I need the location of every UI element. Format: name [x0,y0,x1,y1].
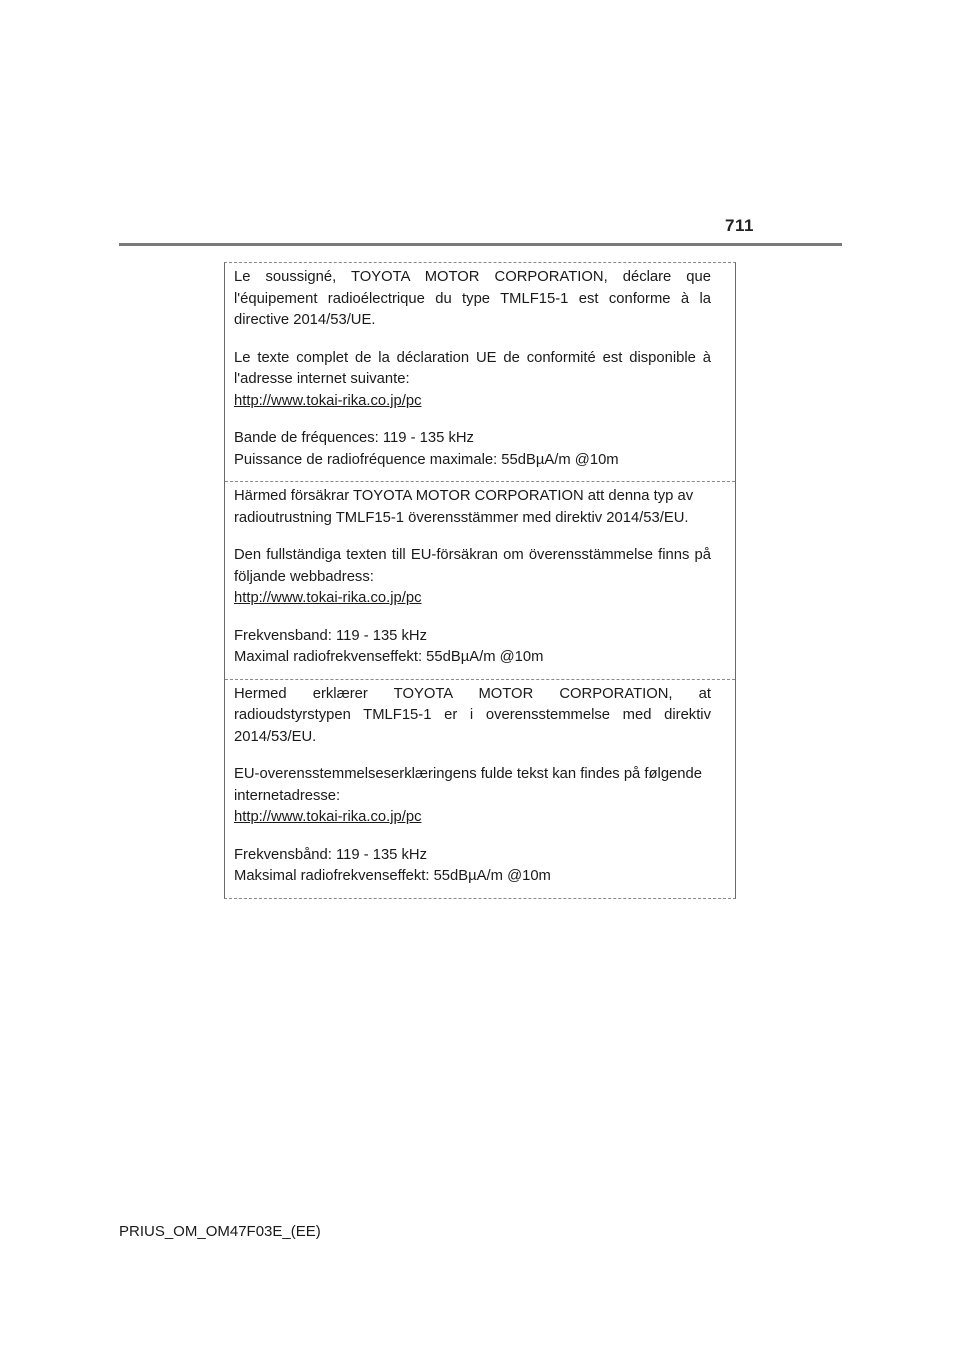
availability-text: Le texte complet de la déclaration UE de conformité est disponible à l'adresse internet suivante: [234,349,711,387]
declaration-specs [234,626,711,669]
declaration-section-swedish [225,481,735,679]
availability-text: Den fullständiga texten till EU-försäkran om överensstämmelse finns på följande webbadress: [234,547,711,585]
declaration-availability [234,348,711,413]
page-number: 711 [725,216,754,235]
header-rule [119,243,842,246]
document-code: PRIUS_OM_OM47F03E_(EE) [119,1223,321,1240]
max-power: Puissance de radiofréquence maximale: 55dBµA/m @10m [234,451,619,468]
declaration-url-link[interactable]: http://www.tokai-rika.co.jp/pc [234,809,422,825]
frequency-band: Bande de fréquences: 119 - 135 kHz [234,430,474,446]
declaration-specs [234,428,711,471]
max-power: Maksimal radiofrekvenseffekt: 55dBµA/m @10m [234,868,551,884]
declaration-box [224,262,736,899]
availability-text: EU-overensstemmelseserklæringens fulde tekst kan findes på følgende internetadresse: [234,766,702,804]
declaration-availability [234,764,711,829]
declaration-url-link[interactable]: http://www.tokai-rika.co.jp/pc [234,392,422,409]
declaration-statement: Le soussigné, TOYOTA MOTOR CORPORATION, déclare que l'équipement radioélectrique du type TMLF15-1 est conforme à la directive 2014/53/UE. [234,269,711,328]
declaration-statement: Härmed försäkrar TOYOTA MOTOR CORPORATION att denna typ av radioutrustning TMLF15-1 överensstämmer med direktiv 2014/53/EU. [234,488,694,526]
declaration-statement: Hermed erklærer TOYOTA MOTOR CORPORATION, at radioudstyrstypen TMLF15-1 er i overensstemmelse med direktiv 2014/53/EU. [234,685,711,745]
max-power: Maximal radiofrekvenseffekt: 55dBµA/m @10m [234,649,544,665]
declaration-section-danish [225,679,735,898]
frequency-band: Frekvensbånd: 119 - 135 kHz [234,846,428,863]
declaration-availability [234,545,711,610]
declaration-specs [234,845,711,888]
declaration-url-link[interactable]: http://www.tokai-rika.co.jp/pc [234,590,422,606]
frequency-band: Frekvensband: 119 - 135 kHz [234,627,428,644]
declaration-section-french [225,263,735,481]
